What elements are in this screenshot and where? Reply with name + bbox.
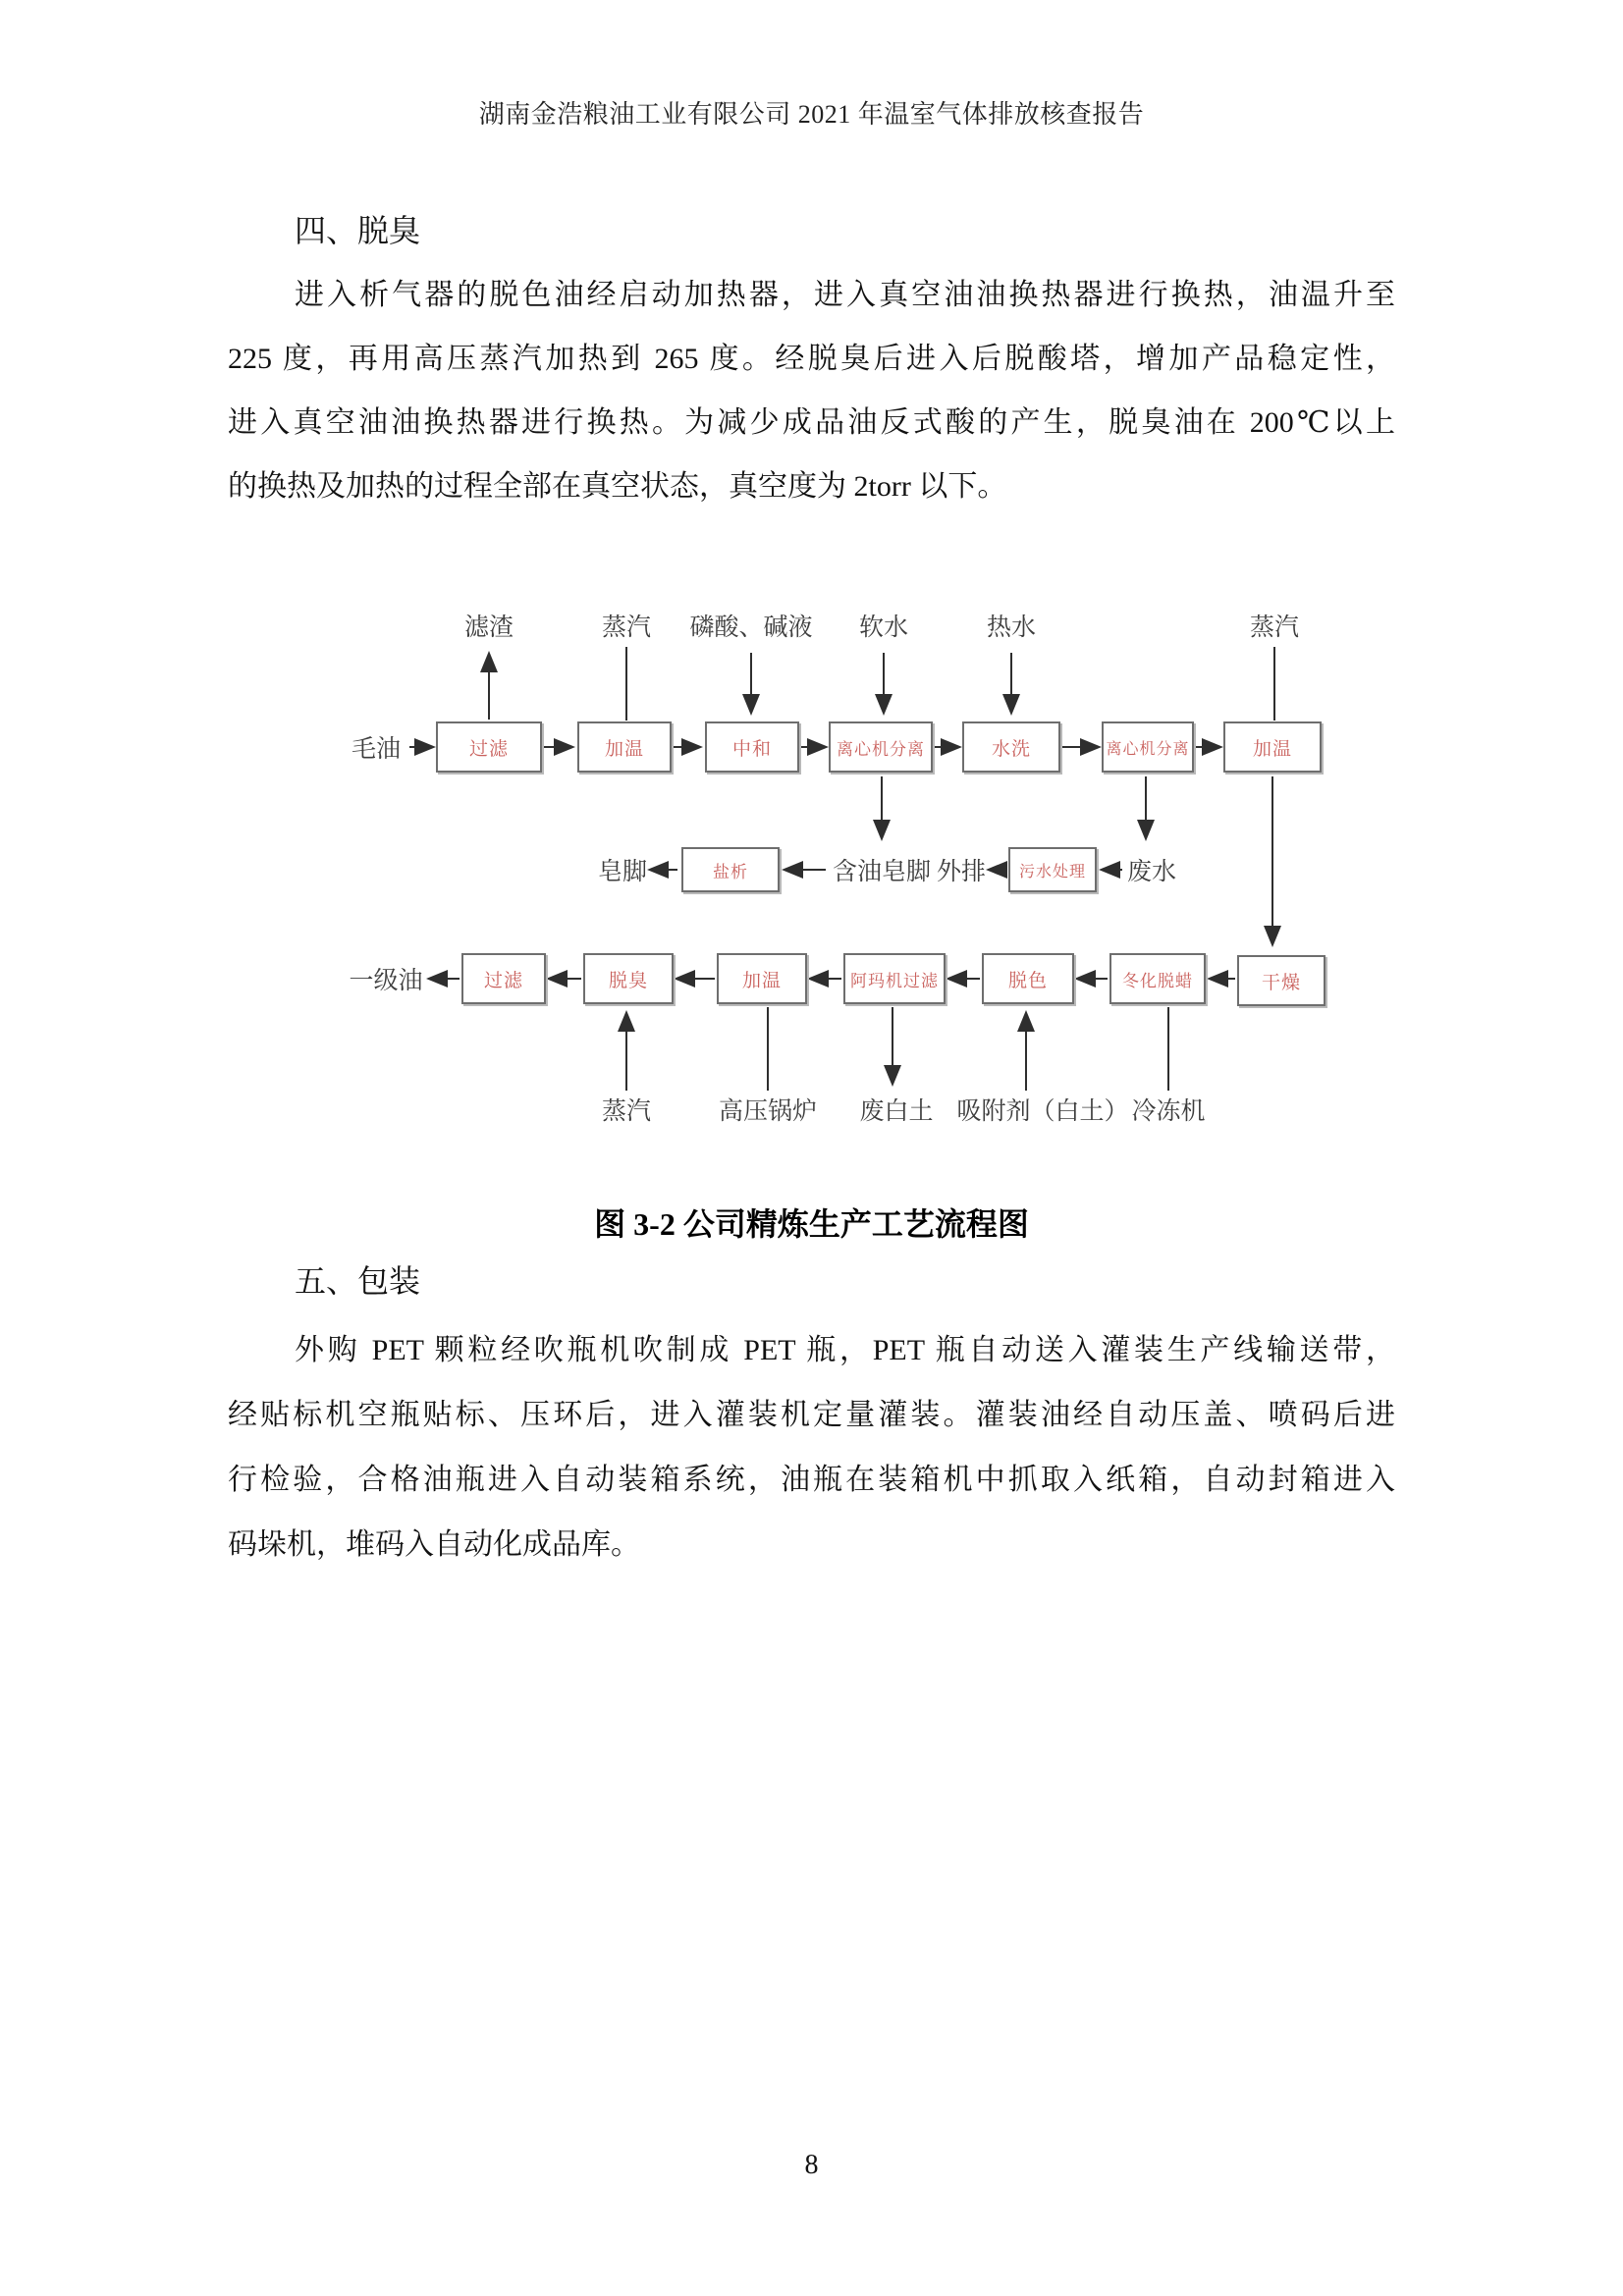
flow-box-filter-2: 过滤 [461,953,546,1004]
label-discharge: 外排 [936,859,987,885]
paragraph-line: 码垛机，堆码入自动化成品库。 [228,1528,640,1561]
flow-box-deodorization: 脱臭 [583,953,674,1004]
label-steam-3: 蒸汽 [601,1098,652,1125]
paragraph-line: 的换热及加热的过程全部在真空状态，真空度为 2torr 以下。 [228,470,1007,503]
label-soft-water: 软水 [858,614,909,641]
deodorization-paragraph [228,263,1395,518]
paragraph-line: 经贴标机空瓶贴标、压环后，进入灌装机定量灌装。灌装油经自动压盖、喷码后进 [228,1399,1395,1431]
flow-box-ama-filter: 阿玛机过滤 [843,953,946,1004]
paragraph-line: 进入析气器的脱色油经启动加热器，进入真空油油换热器进行换热，油温升至 [295,279,1395,311]
section-heading-deodorization: 四、脱臭 [295,213,421,248]
refining-process-flowchart [241,584,1399,1173]
flow-box-heating-1: 加温 [577,721,672,773]
flow-box-filter-1: 过滤 [436,721,542,773]
label-refrigerator: 冷冻机 [1131,1098,1206,1125]
label-steam-2: 蒸汽 [1249,614,1300,641]
flow-box-salting-out: 盐析 [681,847,780,892]
flow-box-water-wash: 水洗 [962,721,1060,773]
flow-box-neutralization: 中和 [705,721,799,773]
flow-box-heating-3: 加温 [717,953,807,1004]
page-number: 8 [804,2150,819,2180]
label-filter-residue: 滤渣 [463,614,514,641]
label-wastewater: 废水 [1126,859,1177,885]
label-first-grade-oil: 一级油 [349,968,423,994]
label-steam-1: 蒸汽 [601,614,652,641]
flow-box-decolorization: 脱色 [982,953,1074,1004]
label-adsorbent-clay: 吸附剂（白土） [956,1098,1129,1125]
label-spent-clay: 废白土 [859,1098,934,1125]
label-crude-oil: 毛油 [351,736,402,763]
flow-arrows [241,584,1399,1173]
label-hot-water: 热水 [986,614,1037,641]
figure-caption: 图 3-2 公司精炼生产工艺流程图 [594,1206,1029,1242]
label-soapstock: 皂脚 [597,859,648,885]
paragraph-line: 外购 PET 颗粒经吹瓶机吹制成 PET 瓶，PET 瓶自动送入灌装生产线输送带， [295,1334,1395,1366]
flow-box-centrifuge-2: 离心机分离 [1102,721,1194,773]
flow-box-sewage-treatment: 污水处理 [1008,847,1097,892]
packaging-paragraph [228,1318,1395,1577]
label-high-pressure-boiler: 高压锅炉 [718,1098,818,1125]
flow-box-centrifuge-1: 离心机分离 [829,721,933,773]
paragraph-line: 225 度，再用高压蒸汽加热到 265 度。经脱臭后进入后脱酸塔，增加产品稳定性， [228,343,1395,375]
flow-box-drying: 干燥 [1237,955,1325,1006]
paragraph-line: 进入真空油油换热器进行换热。为减少成品油反式酸的产生，脱臭油在 200℃以上 [228,406,1395,439]
flow-box-winterization-dewaxing: 冬化脱蜡 [1109,953,1206,1004]
section-heading-packaging: 五、包装 [295,1263,421,1299]
report-header-title: 湖南金浩粮油工业有限公司 2021 年温室气体排放核查报告 [478,100,1145,129]
paragraph-line: 行检验，合格油瓶进入自动装箱系统，油瓶在装箱机中抓取入纸箱，自动封箱进入 [228,1464,1395,1496]
label-oily-soapstock: 含油皂脚 [832,859,932,885]
flow-box-heating-2: 加温 [1223,721,1322,773]
label-phosphoric-acid-alkali: 磷酸、碱液 [689,614,813,641]
